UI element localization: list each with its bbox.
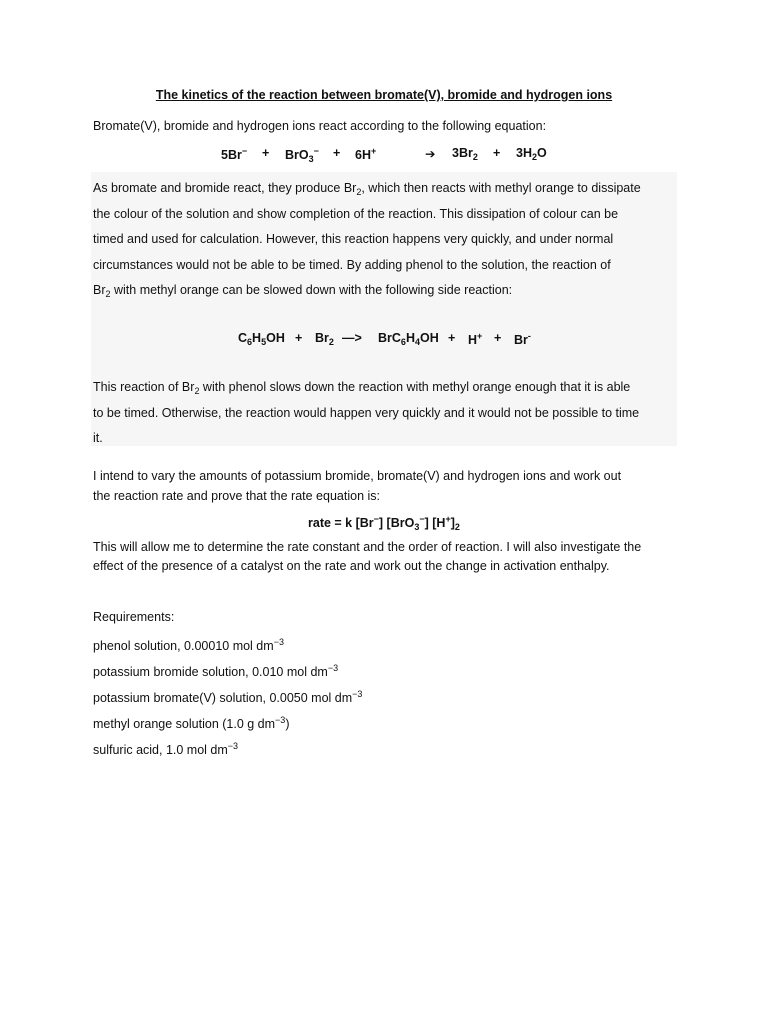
product-hydrogen xyxy=(468,331,482,347)
term-text: ] xyxy=(450,516,455,530)
subscript: 2 xyxy=(472,152,478,162)
superscript: + xyxy=(477,331,483,341)
subscript: 2 xyxy=(531,152,537,162)
term-text: ] [BrO xyxy=(378,516,415,530)
plus-sign: + xyxy=(333,146,341,160)
requirement-item xyxy=(93,715,289,731)
requirement-item xyxy=(93,689,362,705)
text: Br xyxy=(93,283,106,297)
superscript: −3 xyxy=(275,715,286,725)
para2-line2: to be timed. Otherwise, the reaction would happen very quickly and it would not be possible to time xyxy=(93,406,640,420)
plus-sign: + xyxy=(448,331,456,345)
text: , which then reacts with methyl orange to dissipate xyxy=(361,181,641,195)
reactant-bromate xyxy=(285,146,319,164)
text: with methyl orange can be slowed down with the following side reaction: xyxy=(110,283,513,297)
term-text: H xyxy=(405,331,415,345)
reactant-bromine xyxy=(315,331,334,347)
subscript: 5 xyxy=(261,337,267,347)
product-bromine xyxy=(452,146,478,162)
term-text: 5Br xyxy=(221,148,242,162)
para1-line3: timed and used for calculation. However, this reaction happens very quickly, and under normal xyxy=(93,232,614,246)
intro-text: Bromate(V), bromide and hydrogen ions react according to the following equation: xyxy=(93,119,547,133)
superscript: − xyxy=(313,146,319,156)
term-text: BrO xyxy=(285,148,309,162)
item-text: potassium bromide solution, 0.010 mol dm xyxy=(93,665,328,679)
term-text: 3Br xyxy=(452,146,473,160)
superscript: −3 xyxy=(327,663,339,673)
plus-sign: + xyxy=(262,146,270,160)
subscript: 6 xyxy=(247,337,253,347)
superscript: − xyxy=(241,146,248,156)
text: This reaction of Br xyxy=(93,380,195,394)
item-text: sulfuric acid, 1.0 mol dm xyxy=(93,743,228,757)
requirement-item xyxy=(93,663,338,679)
requirement-item xyxy=(93,637,284,653)
term-text: 6H xyxy=(355,148,371,162)
subscript: 2 xyxy=(454,522,460,532)
subscript: 2 xyxy=(194,386,200,396)
subscript: 2 xyxy=(105,289,111,299)
para4-line2: effect of the presence of a catalyst on the rate and work out the change in activation enthalpy. xyxy=(93,559,610,573)
para3-line2: the reaction rate and prove that the rate equation is: xyxy=(93,489,380,503)
reaction-arrow-icon: ➔ xyxy=(425,147,436,161)
subscript: 4 xyxy=(414,337,420,347)
product-bromide xyxy=(514,331,531,347)
plus-sign: + xyxy=(494,331,502,345)
text: with phenol slows down the reaction with methyl orange enough that it is able xyxy=(199,380,631,394)
item-text: methyl orange solution (1.0 g dm xyxy=(93,717,276,731)
term-text: OH xyxy=(266,331,285,345)
product-water xyxy=(516,146,547,162)
subscript: 2 xyxy=(328,337,334,347)
para1-line2: the colour of the solution and show completion of the reaction. This dissipation of colour can be xyxy=(93,207,619,221)
requirement-item xyxy=(93,741,238,757)
rate-equation xyxy=(308,514,460,532)
plus-sign: + xyxy=(493,146,501,160)
para2-line3: it. xyxy=(93,431,103,445)
term-text: Br xyxy=(315,331,329,345)
subscript: 3 xyxy=(308,154,314,164)
para1-line5 xyxy=(93,282,512,302)
subscript: 3 xyxy=(414,522,420,532)
term-text: O xyxy=(537,146,547,160)
reactant-hydrogen xyxy=(355,146,376,162)
term-text: OH xyxy=(419,331,439,345)
superscript: - xyxy=(527,331,531,341)
reaction-arrow-icon: —> xyxy=(342,331,362,345)
document-title: The kinetics of the reaction between bromate(V), bromide and hydrogen ions xyxy=(155,88,613,102)
item-text: phenol solution, 0.00010 mol dm xyxy=(93,639,274,653)
term-text: ] [H xyxy=(424,516,446,530)
superscript: −3 xyxy=(352,689,363,699)
term-text: rate = k [Br xyxy=(308,516,374,530)
term-text: C xyxy=(238,331,248,345)
term-text: Br xyxy=(514,333,528,347)
para2-line1 xyxy=(93,379,630,399)
para1-line1 xyxy=(93,180,641,200)
superscript: − xyxy=(373,514,379,524)
requirements-heading: Requirements: xyxy=(93,610,175,624)
superscript: −3 xyxy=(227,741,239,751)
superscript: − xyxy=(419,514,425,524)
subscript: 6 xyxy=(400,337,406,347)
item-tail: ) xyxy=(285,717,290,731)
term-text: H xyxy=(252,331,262,345)
item-text: potassium bromate(V) solution, 0.0050 mol dm xyxy=(93,691,353,705)
superscript: −3 xyxy=(273,637,284,647)
superscript: + xyxy=(445,514,451,524)
term-text: 3H xyxy=(516,146,532,160)
subscript: 2 xyxy=(356,187,362,197)
superscript: + xyxy=(370,146,377,156)
text: As bromate and bromide react, they produce Br xyxy=(93,181,357,195)
term-text: H xyxy=(468,333,478,347)
para3-line1: I intend to vary the amounts of potassium bromide, bromate(V) and hydrogen ions and work out xyxy=(93,469,622,483)
para1-line4: circumstances would not be able to be timed. By adding phenol to the solution, the reaction of xyxy=(93,258,611,272)
term-text: BrC xyxy=(378,331,401,345)
reactant-bromide xyxy=(221,146,247,162)
product-bromophenol xyxy=(378,331,439,347)
para4-line1: This will allow me to determine the rate constant and the order of reaction. I will also investigate the xyxy=(93,540,642,554)
reactant-phenol xyxy=(238,331,285,347)
plus-sign: + xyxy=(295,331,303,345)
